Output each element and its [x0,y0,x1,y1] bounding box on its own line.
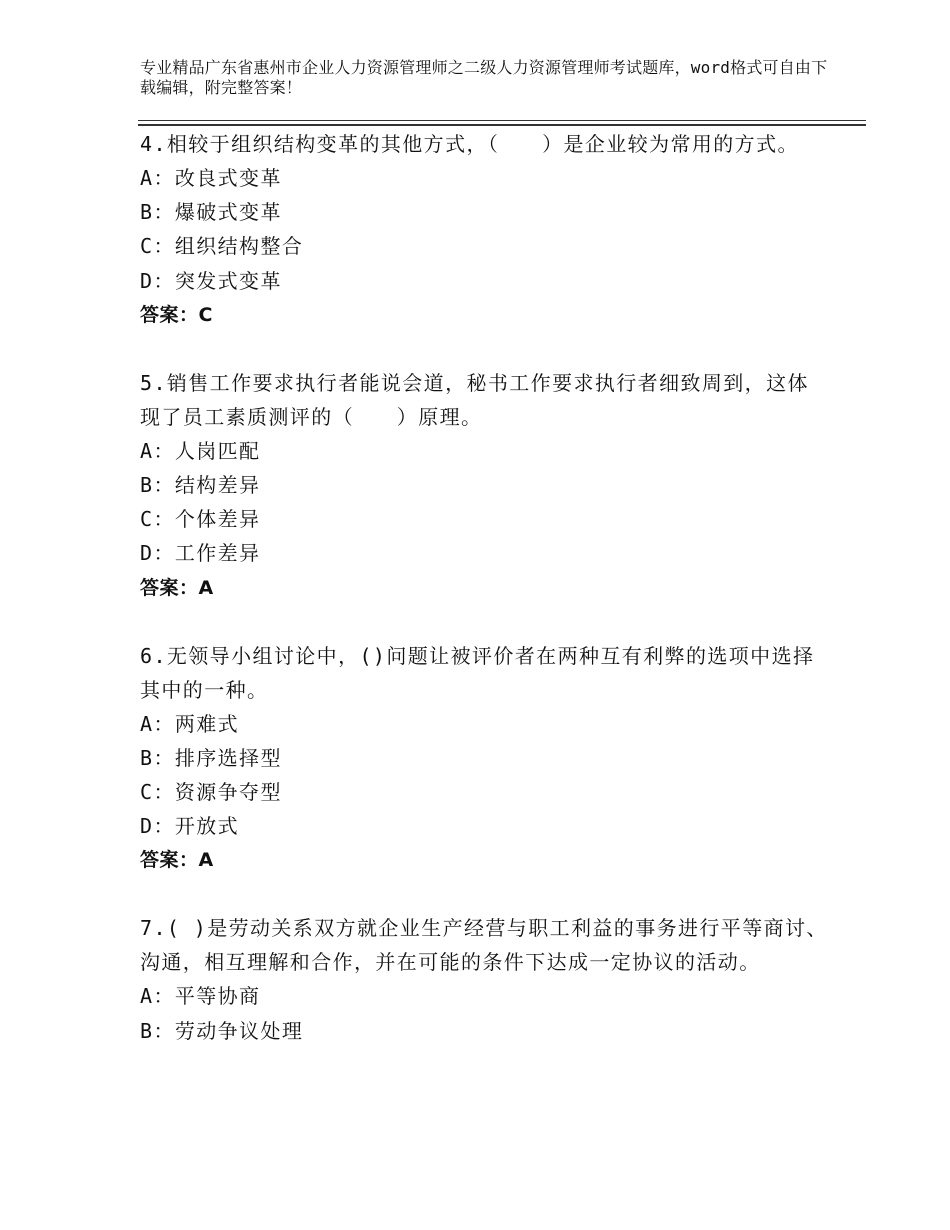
question-text: 7.( )是劳动关系双方就企业生产经营与职工利益的事务进行平等商讨、沟通，相互理解和合作，并在可能的条件下达成一定协议的活动。 [140,916,828,975]
header-rule-thin [138,120,866,121]
option-d: D：突发式变革 [140,268,282,293]
option-a: A：改良式变革 [140,166,282,190]
question-text: 6.无领导小组讨论中，()问题让被评价者在两种互有利弊的选项中选择其中的一种。 [140,643,815,702]
answer: 答案：C [140,303,213,326]
question-list [140,126,830,1048]
question-5 [140,366,830,605]
option-b: B：劳动争议处理 [140,1018,304,1043]
option-b: B：排序选择型 [140,745,282,770]
question-6 [140,639,830,878]
option-c: C：个体差异 [140,507,261,532]
option-d: D：开放式 [140,814,240,839]
option-a: A：两难式 [140,711,240,736]
question-spacer [140,605,830,638]
answer: 答案：A [140,576,214,599]
option-a: A：人岗匹配 [140,438,261,463]
option-c: C：组织结构整合 [140,234,304,259]
question-text: 5.销售工作要求执行者能说会道，秘书工作要求执行者细致周到，这体现了员工素质测评的（ ）原理。 [140,370,809,429]
answer: 答案：A [140,849,214,872]
question-7 [140,911,830,1047]
question-spacer [140,332,830,365]
question-text: 4.相较于组织结构变革的其他方式，（ ）是企业较为常用的方式。 [140,132,799,156]
document-header: 专业精品广东省惠州市企业人力资源管理师之二级人力资源管理师考试题库，word格式可自由下载编辑，附完整答案！ [140,58,828,97]
option-c: C：资源争夺型 [140,780,282,805]
option-b: B：结构差异 [140,473,261,498]
option-d: D：工作差异 [140,541,261,566]
option-a: A：平等协商 [140,984,261,1009]
option-b: B：爆破式变革 [140,200,282,225]
question-4 [140,127,830,332]
question-spacer [140,877,830,910]
